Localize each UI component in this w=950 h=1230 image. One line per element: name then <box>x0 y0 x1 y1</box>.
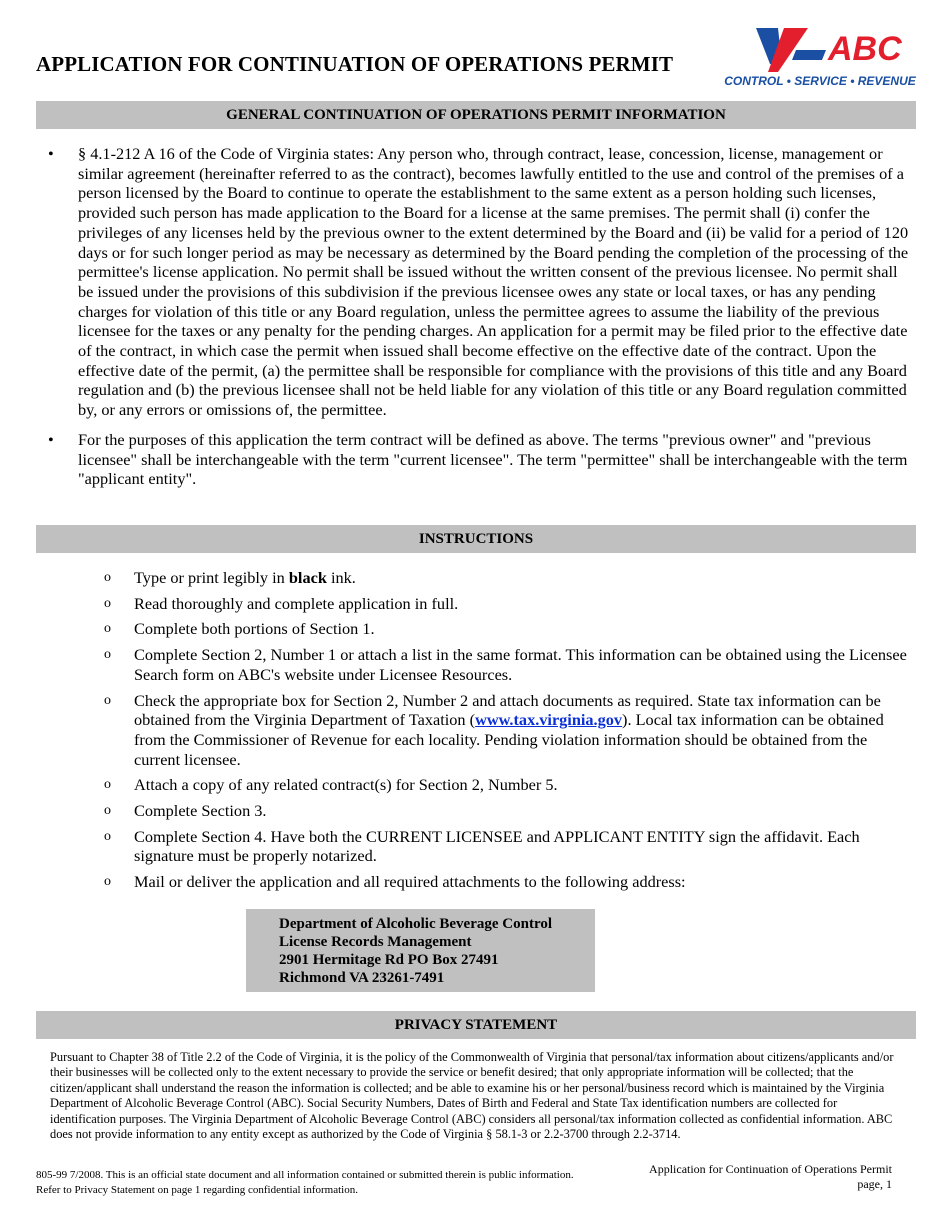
list-item: o Attach a copy of any related contract(s) for Section 2, Number 5. <box>104 775 558 795</box>
circle-bullet-icon: o <box>104 570 111 585</box>
list-item: o Read thoroughly and complete application in full. <box>104 593 459 613</box>
list-item: o Mail or deliver the application and all required attachments to the following address: <box>104 872 686 892</box>
footer-form-info: 805-99 7/2008. This is an official state document and all information contained or submitted therein is public information. Refer to Privacy Statement on page 1 regarding confidential information. <box>36 1169 574 1196</box>
va-abc-logo-mark <box>722 24 918 74</box>
page-title: APPLICATION FOR CONTINUATION OF OPERATIONS PERMIT <box>36 52 674 76</box>
circle-bullet-icon: o <box>104 803 111 819</box>
address-line: 2901 Hermitage Rd PO Box 27491 <box>279 952 499 968</box>
list-item: o Complete both portions of Section 1. <box>104 619 375 639</box>
general-info-list <box>48 144 910 499</box>
list-item: o Complete Section 4. Have both the CURRENT LICENSEE and APPLICANT ENTITY sign the affidavit. Each signature must be properly notarized. <box>104 826 860 866</box>
circle-bullet-icon: o <box>104 647 111 663</box>
tax-virginia-link[interactable]: www.tax.virginia.gov <box>475 710 623 730</box>
logo-tagline: CONTROL • SERVICE • REVENUE <box>724 74 916 88</box>
address-line: Richmond VA 23261-7491 <box>279 970 445 986</box>
general-section-heading: GENERAL CONTINUATION OF OPERATIONS PERMIT INFORMATION <box>36 101 916 129</box>
list-item: • § 4.1-212 A 16 of the Code of Virginia states: Any person who, through contract, lease, concession, license, management or similar agreement (hereinafter referred to as the contract), becomes lawfully entitled to the use and control of the premises of a person licensed by the Board to continue to operate the establishment to the same extent as a person holding such licenses, provided such person has made application to the Board for a license at the same premises. The permit shall (i) confer the privileges of any licenses held by the previous owner to the extent determined by the Board and (ii) be valid for a period of 120 days or for such longer period as may be necessary as determined by the Board pending the completion of the processing of the permittee's license application. No permit shall be issued without the written consent of the previous licensee. No permit shall be issued under the provisions of this subdivision if the previous licensee owes any state or local taxes, or has any pending charges for violation of this title or any Board regulation, unless the permittee agrees to assume the liability of the previous licensee for the taxes or any penalty for the pending charges. An application for a permit may be filed prior to the effective date of the contract, in which case the permit when issued shall become effective on the effective date of the contract. Upon the effective date of the permit, (a) the permittee shall be responsible for compliance with the provisions of this title and any Board regulation and (b) the previous licensee shall not be held liable for any violation of this title or any Board regulation committed by, or any errors or omissions of, the permittee. <box>48 144 909 420</box>
list-item: o Check the appropriate box for Section 2, Number 2 and attach documents as required. State tax information can be obtained from the Virginia Department of Taxation (www.tax.virginia.gov). Local tax information can be obtained from the Commissioner of Revenue for each locality. Pending violation information should be obtained from the current licensee. <box>104 690 884 769</box>
address-line: License Records Management <box>279 934 472 950</box>
va-abc-logo <box>722 24 918 90</box>
bullet-icon: • <box>48 144 54 163</box>
circle-bullet-icon: o <box>104 828 111 844</box>
list-item: o Complete Section 2, Number 1 or attach a list in the same format. This information can be obtained using the Licensee Search form on ABC's website under Licensee Resources. <box>104 645 907 684</box>
list-item: • For the purposes of this application the term contract will be defined as above. The terms "previous owner" and "previous licensee" shall be interchangeable with the term "current licensee". The term "permittee" shall be interchangeable with the term "applicant entity". <box>48 429 908 489</box>
footer-page-info: Application for Continuation of Operations Permit page, 1 <box>649 1162 892 1191</box>
instructions-heading: INSTRUCTIONS <box>36 525 916 553</box>
list-item: o Type or print legibly in black ink. <box>104 568 356 587</box>
privacy-heading: PRIVACY STATEMENT <box>36 1011 916 1039</box>
circle-bullet-icon: o <box>104 621 111 637</box>
circle-bullet-icon: o <box>104 874 111 890</box>
bullet-icon: • <box>48 429 54 449</box>
logo-letters: ABC <box>828 30 902 68</box>
privacy-statement-text: Pursuant to Chapter 38 of Title 2.2 of the Code of Virginia, it is the policy of the Commonwealth of Virginia that personal/tax information about citizens/applicants and/or their businesses will be collected only to the extent necessary to provide the service or benefit desired; that only appropriate information will be collected; that the citizen/applicant shall understand the reason the information is collected; and be able to examine his or her personal/business record which is maintained by the Virginia Department of Alcoholic Beverage Control (ABC). Social Security Numbers, Dates of Birth and Federal and State Tax identification numbers are collected for identification purposes. The Virginia Department of Alcoholic Beverage Control (ABC) considers all personal/tax information collected as confidential information. ABC does not provide information to any entity except as authorized by the Code of Virginia § 58.1-3 or 2.2-3700 through 2.2-3714. <box>50 1050 894 1142</box>
list-item: o Complete Section 3. <box>104 801 267 821</box>
circle-bullet-icon: o <box>104 692 111 708</box>
circle-bullet-icon: o <box>104 777 111 793</box>
mailing-address <box>246 909 595 992</box>
address-line: Department of Alcoholic Beverage Control <box>279 916 552 932</box>
circle-bullet-icon: o <box>104 595 111 611</box>
instructions-list <box>104 568 910 898</box>
